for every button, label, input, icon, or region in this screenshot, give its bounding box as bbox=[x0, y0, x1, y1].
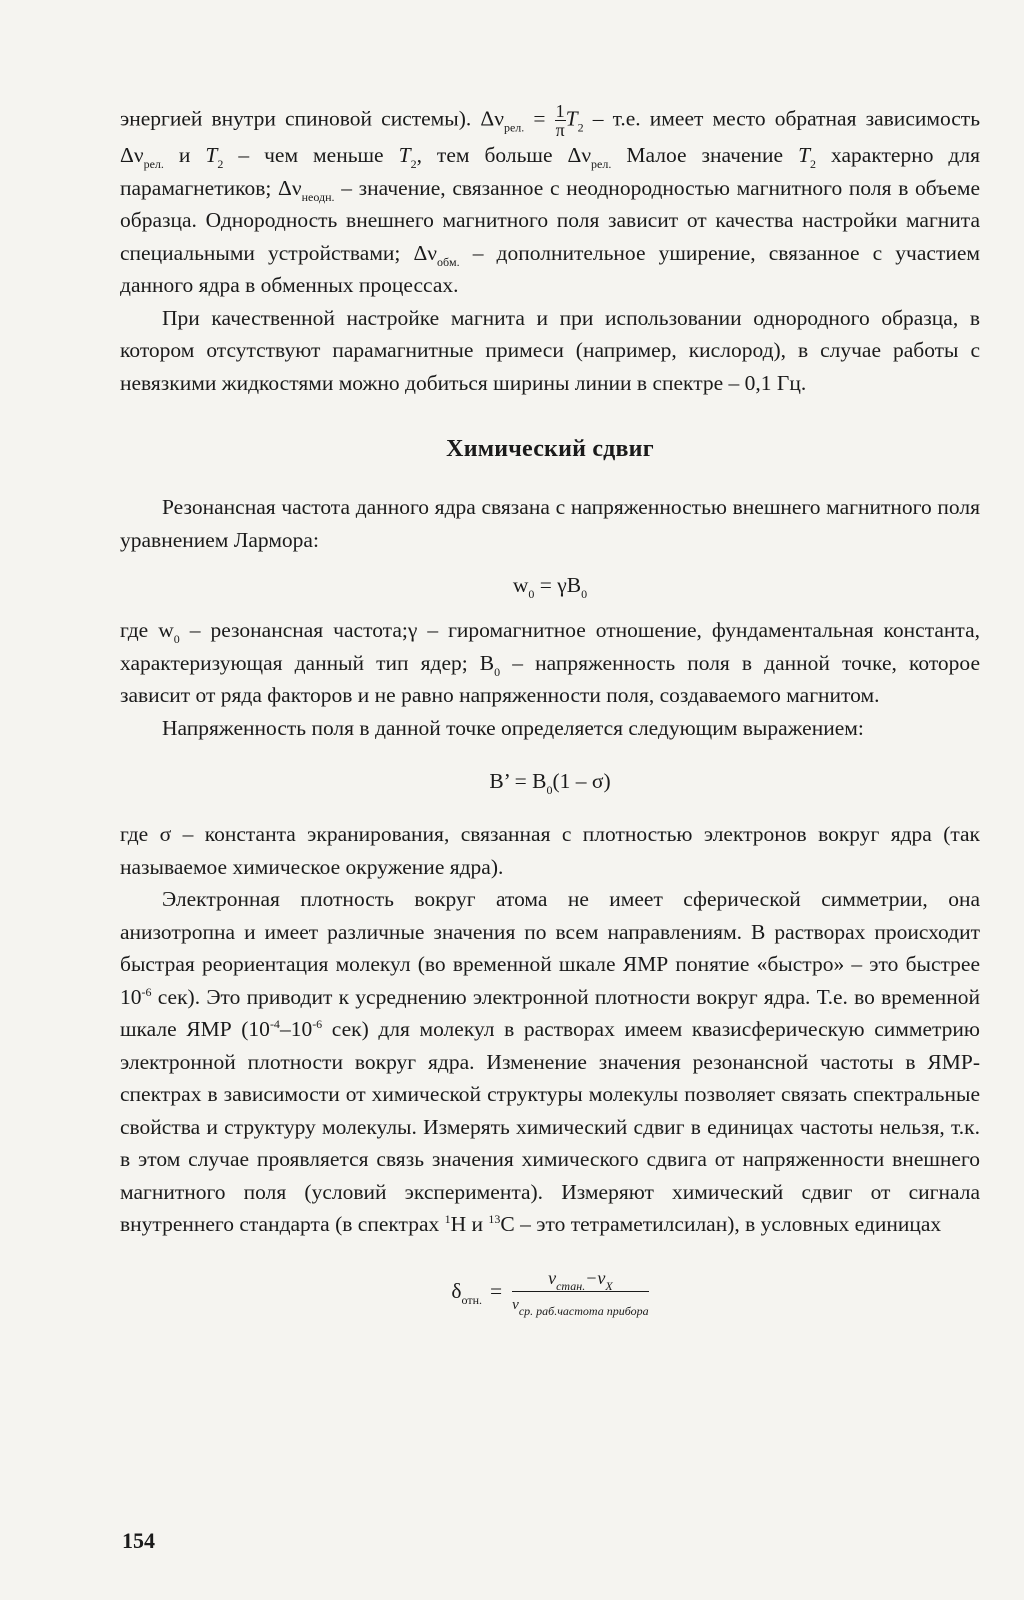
equation-1-w: w bbox=[512, 573, 529, 597]
line-2-t2: T bbox=[398, 143, 411, 167]
line-2-sub-2: рел. bbox=[591, 157, 612, 171]
fraction-numerator: 1 bbox=[555, 101, 565, 121]
paragraph-7-part-5: H и bbox=[450, 1212, 489, 1236]
paragraph-6: где σ – константа экранирования, связанная с плотностью электронов вокруг ядра (так называемое химическое окружение ядра). bbox=[120, 822, 980, 879]
paragraph-1-sub-rel: рел. bbox=[503, 120, 525, 135]
page-number: 154 bbox=[122, 1528, 155, 1553]
paragraph-7-part-2: сек). Это приводит к усреднению электронной плотности вокруг ядра. Т.е. во временной шкале ЯМР (10 bbox=[120, 984, 980, 1041]
formula-lhs-symbol: δ bbox=[451, 1279, 462, 1303]
paragraph-2: При качественной настройке магнита и при использовании однородного образца, в котором отсутствуют парамагнитные примеси (например, кислород), в случае работы с невязкими жидкостями можно добиться ширины линии в спектре – 0,1 Гц. bbox=[120, 305, 980, 395]
equation-2-sub: 0 bbox=[546, 783, 553, 797]
formula-numerator-symbol: ν bbox=[548, 1267, 557, 1288]
field-equation bbox=[120, 764, 980, 798]
formula-lhs-sub: отн. bbox=[461, 1293, 483, 1307]
paragraph-1-text-after: – т.е. имеет место обратная bbox=[583, 106, 857, 131]
line-3-part-3: – дополнительное уширение, связанное с участием данного ядра в обменных процессах. bbox=[120, 240, 980, 297]
paragraph-3: Резонансная частота данного ядра связана с напряженностью внешнего магнитного поля уравнением Лармора: bbox=[120, 495, 980, 552]
paragraph-4-part-1: где w bbox=[120, 618, 174, 642]
line-2-t3: T bbox=[798, 143, 811, 167]
paragraph-1 bbox=[120, 102, 980, 302]
page-content bbox=[120, 84, 980, 1316]
line-3-part-2: – значение, связанное с неоднородностью магнитного поля в объеме образца. Однородность внешнего магнитного поля зависит от качества настройки магнита специальными устройствами; Δν bbox=[120, 175, 981, 265]
fraction-denominator: π bbox=[555, 120, 565, 140]
line-2-t: T bbox=[205, 143, 218, 167]
line-2-t3-sub: 2 bbox=[810, 157, 817, 171]
line-2-part-4: , тем больше Δν bbox=[416, 143, 592, 167]
formula-denominator-symbol: ν bbox=[512, 1296, 519, 1313]
line-3-sub-1: неодн. bbox=[301, 189, 335, 204]
formula-numerator bbox=[512, 1267, 648, 1292]
equation-2-right: (1 – σ) bbox=[552, 769, 611, 793]
paragraph-7-sup-1: -6 bbox=[141, 984, 152, 999]
line-2-part-1: зависимость Δν bbox=[120, 106, 981, 167]
chemical-shift-formula bbox=[120, 1267, 980, 1316]
paragraph-5: Напряженность поля в данной точке определяется следующим выражением: bbox=[162, 715, 864, 740]
inline-fraction bbox=[555, 102, 566, 139]
paragraph-7-part-4: сек) для молекул в растворах имеем квазисферическую симметрию электронной плотности вокруг ядра. Изменение значения резонансной частоты в ЯМР-спектрах в зависимости от химической структуры молекулы позволяет связать спектральные свойства и структуру молекулы. Измерять химический сдвиг в единицах частоты нельзя, т.к. в этом случае проявляется связь значения химического сдвига от напряженности внешнего магнитного поля (условий эксперимента). Измеряют химический сдвиг от сигнала внутреннего стандарта (в спектрах bbox=[120, 1017, 980, 1236]
equation-1-b-sub: 0 bbox=[581, 587, 588, 601]
paragraph-4-part-2: – резонансная частота;γ – гиромагнитное отношение, фундаментальная константа, характеризующая данный тип ядер; B bbox=[120, 618, 980, 675]
formula-denominator bbox=[512, 1292, 648, 1316]
formula-numerator-sub: стан. bbox=[556, 1278, 586, 1293]
equation-2-left: B’ = B bbox=[489, 769, 547, 793]
line-2-part-5: Малое значение bbox=[611, 143, 799, 167]
paragraph-7-sup-5: 13 bbox=[488, 1212, 501, 1226]
equation-1-middle: = γB bbox=[534, 573, 582, 597]
formula-equals: = bbox=[490, 1278, 503, 1303]
paragraph-7-sup-3: -6 bbox=[312, 1017, 323, 1031]
line-2-part-2: и bbox=[163, 143, 206, 167]
formula-denominator-sub: ср. раб.частота прибора bbox=[518, 1303, 649, 1318]
formula-t-sub: 2 bbox=[577, 120, 584, 135]
formula-fraction bbox=[512, 1267, 648, 1316]
paragraph-7-part-6: C – это тетраметилсилан), в условных единицах bbox=[500, 1212, 942, 1236]
paragraph-7-sup-4: 1 bbox=[444, 1212, 451, 1226]
formula-t: T bbox=[565, 106, 578, 131]
formula-numerator-rest: −ν bbox=[585, 1267, 606, 1288]
line-2-t-sub: 2 bbox=[217, 157, 224, 171]
paragraph-7 bbox=[120, 883, 980, 1241]
paragraph-7-sup-2: -4 bbox=[269, 1017, 280, 1031]
paragraph-1-equals: = bbox=[533, 106, 546, 131]
equation-1-w-sub: 0 bbox=[528, 587, 535, 601]
paragraph-7-part-3: –10 bbox=[279, 1017, 313, 1041]
line-3-sub-2: обм. bbox=[437, 254, 460, 269]
line-2-part-3: – чем меньше bbox=[223, 143, 399, 167]
line-2-t2-sub: 2 bbox=[410, 157, 417, 171]
formula-lhs bbox=[451, 1275, 482, 1307]
paragraph-4-sub-1: 0 bbox=[173, 632, 180, 646]
line-2-sub-1: рел. bbox=[143, 157, 164, 171]
line-3-part-1: характерно для парамагнетиков; Δν bbox=[120, 143, 980, 200]
larmor-equation bbox=[120, 568, 980, 602]
paragraph-1-text-start: энергией внутри спиновой системы). Δν bbox=[120, 106, 504, 131]
paragraph-4 bbox=[120, 614, 980, 712]
formula-numerator-rest-sub: X bbox=[605, 1278, 613, 1293]
section-heading: Химический сдвиг bbox=[446, 436, 654, 462]
paragraph-7-part-1: Электронная плотность вокруг атома не имеет сферической симметрии, она анизотропна и имеет различные значения по всем направлениям. В растворах происходит быстрая реориентация молекул (во временной шкале ЯМР понятие «быстро» – это быстрее 10 bbox=[120, 887, 980, 1009]
paragraph-4-part-3: – напряженность поля в данной точке, которое зависит от ряда факторов и не равно напряженности поля, создаваемого магнитом. bbox=[120, 650, 980, 707]
paragraph-4-sub-2: 0 bbox=[494, 664, 501, 679]
